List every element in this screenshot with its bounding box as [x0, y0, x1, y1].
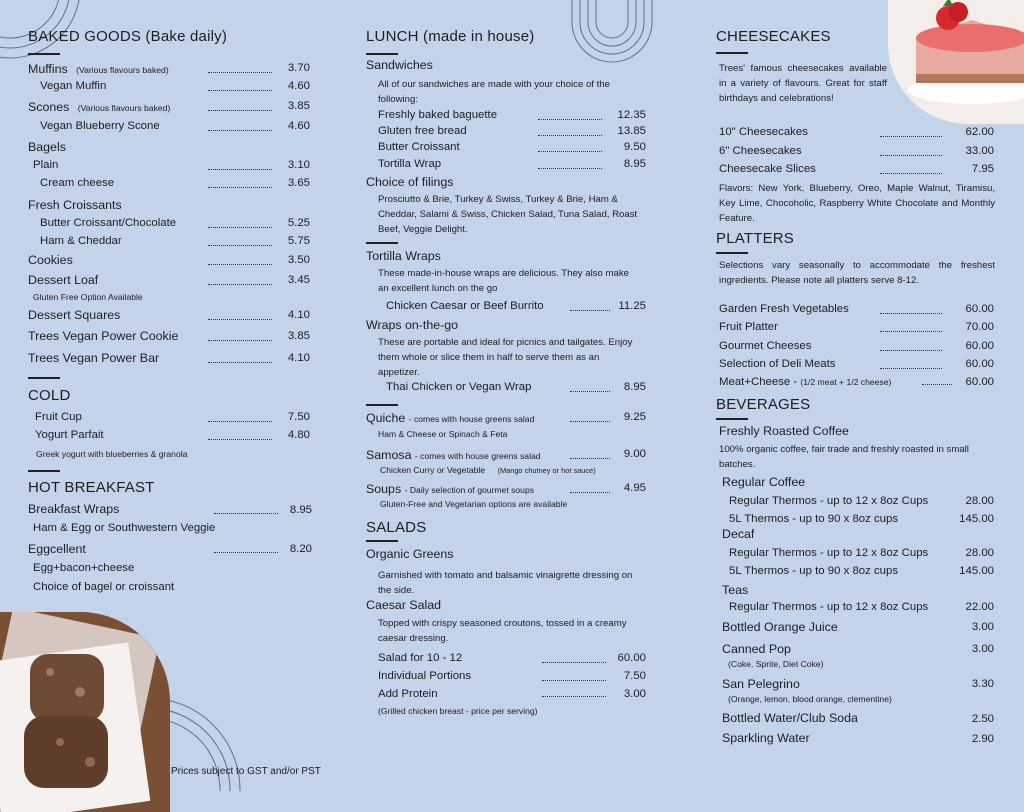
price-vegan-cookie: 3.85	[287, 330, 310, 342]
leader-dots	[570, 458, 610, 459]
platters-description: Selections vary seasonally to accommodate the freshest ingredients. Please note all platters serve 8-12.	[719, 260, 995, 286]
coffee-description: 100% organic coffee, fair trade and freshly roasted in small batches.	[719, 444, 969, 470]
section-divider	[28, 53, 60, 55]
leader-dots	[208, 439, 272, 440]
price-tortilla-wrap: 8.95	[623, 158, 646, 170]
section-title-salads: SALADS	[366, 519, 427, 536]
leader-dots	[208, 72, 272, 73]
menu-column-right	[716, 0, 1000, 791]
section-divider	[716, 418, 748, 420]
menu-item-quiche: Quiche - comes with house greens salad	[366, 411, 535, 425]
caesar-salad-description: Topped with crispy seasoned croutons, tossed in a creamy caesar dressing.	[378, 618, 627, 644]
price-sparkling-water: 2.90	[971, 733, 994, 745]
menu-item-regular-thermos: Regular Thermos - up to 12 x 8oz Cups	[729, 495, 929, 507]
section-title-beverages: BEVERAGES	[716, 396, 811, 413]
wraps-on-the-go-description: These are portable and ideal for picnics and tailgates. Enjoy them whole or slice them in half to serve them as an appetizer.	[378, 337, 633, 378]
leader-dots	[538, 119, 602, 120]
price-cream-cheese: 3.65	[287, 177, 310, 189]
price-vegan-scone: 4.60	[287, 120, 310, 132]
menu-item-vegan-cookie: Trees Vegan Power Cookie	[28, 329, 179, 343]
menu-item-individual-portions: Individual Portions	[378, 670, 472, 682]
price-6-inch-cheesecake: 33.00	[965, 145, 994, 157]
protein-description: (Grilled chicken breast - price per serving)	[378, 706, 538, 716]
menu-item-cream-cheese: Cream cheese	[40, 177, 115, 189]
price-canned-pop: 3.00	[971, 643, 994, 655]
price-decaf-thermos: 28.00	[965, 547, 994, 559]
leader-dots	[570, 391, 610, 392]
menu-item-tea-thermos: Regular Thermos - up to 12 x 8oz Cups	[729, 601, 929, 613]
cheesecake-flavors: Flavors: New York, Blueberry, Oreo, Maple Walnut, Tiramisu, Key Lime, Chocoholic, Raspberry White Chocolate and Monthly Feature.	[719, 183, 995, 224]
leader-dots	[208, 110, 272, 111]
menu-item-fruit-platter: Fruit Platter	[719, 321, 778, 333]
menu-item-decaf-5l-thermos: 5L Thermos - up to 90 x 8oz cups	[729, 565, 899, 577]
price-gluten-free-bread: 13.85	[617, 125, 646, 137]
price-regular-thermos: 28.00	[965, 495, 994, 507]
price-individual-portions: 7.50	[623, 670, 646, 682]
menu-item-bottled-water: Bottled Water/Club Soda	[722, 711, 858, 725]
price-thai-wrap: 8.95	[623, 381, 646, 393]
menu-column-left	[28, 0, 318, 791]
menu-item-cheeses-platter: Gourmet Cheeses	[719, 340, 812, 352]
menu-item-caesar-burrito: Chicken Caesar or Beef Burrito	[386, 300, 544, 312]
eggcellent-choice: Choice of bagel or croissant	[33, 581, 175, 593]
parfait-description: Greek yogurt with blueberries & granola	[36, 449, 188, 459]
category-bagels: Bagels	[28, 140, 66, 154]
menu-item-thai-wrap: Thai Chicken or Vegan Wrap	[386, 381, 532, 393]
price-vegan-muffin: 4.60	[287, 80, 310, 92]
leader-dots	[538, 135, 602, 136]
menu-item-ham-cheddar: Ham & Cheddar	[40, 235, 122, 247]
leader-dots	[538, 151, 602, 152]
section-title-cold: COLD	[28, 387, 71, 404]
leader-dots	[570, 310, 610, 311]
gluten-free-note: Gluten Free Option Available	[33, 292, 143, 302]
price-decaf-5l-thermos: 145.00	[959, 565, 994, 577]
menu-item-baguette: Freshly baked baguette	[378, 109, 498, 121]
price-eggcellent: 8.20	[289, 543, 312, 555]
section-divider	[28, 377, 60, 379]
leader-dots	[208, 284, 272, 285]
price-fruit-platter: 70.00	[965, 321, 994, 333]
menu-item-vegan-scone: Vegan Blueberry Scone	[40, 120, 160, 132]
section-title-platters: PLATTERS	[716, 230, 795, 247]
samosa-description: Chicken Curry or Vegetable (Mango chutney or hot sauce)	[380, 465, 596, 475]
price-cookies: 3.50	[287, 254, 310, 266]
price-fruit-cup: 7.50	[287, 411, 310, 423]
leader-dots	[214, 552, 278, 553]
price-plain-bagel: 3.10	[287, 159, 310, 171]
price-yogurt-parfait: 4.80	[287, 429, 310, 441]
menu-item-yogurt-parfait: Yogurt Parfait	[35, 429, 104, 441]
section-divider	[366, 242, 398, 244]
menu-item-deli-platter: Selection of Deli Meats	[719, 358, 836, 370]
price-bottled-water: 2.50	[971, 713, 994, 725]
menu-item-salad-10-12: Salad for 10 - 12	[378, 652, 463, 664]
price-5l-thermos: 145.00	[959, 513, 994, 525]
leader-dots	[208, 227, 272, 228]
cheesecakes-description: Trees' famous cheesecakes available in a variety of flavours. Great for staff birthdays and celebrations!	[719, 63, 887, 104]
menu-item-san-pelegrino: San Pelegrino	[722, 677, 800, 691]
leader-dots	[208, 245, 272, 246]
menu-item-cookies: Cookies	[28, 253, 73, 267]
price-baguette: 12.35	[617, 109, 646, 121]
category-tortilla-wraps: Tortilla Wraps	[366, 249, 441, 263]
price-salad-10-12: 60.00	[617, 652, 646, 664]
price-add-protein: 3.00	[623, 688, 646, 700]
menu-item-tortilla-wrap: Tortilla Wrap	[378, 158, 442, 170]
price-butter-croissant-sandwich: 9.50	[623, 141, 646, 153]
leader-dots	[208, 130, 272, 131]
leader-dots	[542, 662, 606, 663]
menu-item-gluten-free-bread: Gluten free bread	[378, 125, 467, 137]
price-tea-thermos: 22.00	[965, 601, 994, 613]
eggcellent-description: Egg+bacon+cheese	[33, 562, 135, 574]
price-vegan-bar: 4.10	[287, 352, 310, 364]
price-breakfast-wraps: 8.95	[289, 504, 312, 516]
price-soups: 4.95	[623, 482, 646, 494]
price-dessert-loaf: 3.45	[287, 274, 310, 286]
category-fresh-coffee: Freshly Roasted Coffee	[719, 424, 849, 438]
menu-item-butter-croissant-sandwich: Butter Croissant	[378, 141, 460, 153]
organic-greens-description: Garnished with tomato and balsamic vinaigrette dressing on the side.	[378, 570, 633, 596]
price-10-inch-cheesecake: 62.00	[965, 126, 994, 138]
menu-item-dessert-squares: Dessert Squares	[28, 308, 121, 322]
menu-item-vegetables-platter: Garden Fresh Vegetables	[719, 303, 849, 315]
price-vegetables-platter: 60.00	[965, 303, 994, 315]
tortilla-wraps-description: These made-in-house wraps are delicious. They also make an excellent lunch on the go	[378, 268, 629, 294]
section-divider	[716, 252, 748, 254]
section-divider	[716, 52, 748, 54]
menu-item-muffins: Muffins (Various flavours baked)	[28, 62, 169, 76]
leader-dots	[570, 421, 610, 422]
price-butter-croissant: 5.25	[287, 217, 310, 229]
menu-item-cheesecake-slices: Cheesecake Slices	[719, 163, 816, 175]
price-cheeses-platter: 60.00	[965, 340, 994, 352]
leader-dots	[880, 350, 942, 351]
menu-column-middle	[366, 0, 650, 791]
price-deli-platter: 60.00	[965, 358, 994, 370]
menu-item-vegan-bar: Trees Vegan Power Bar	[28, 351, 160, 365]
menu-item-plain-bagel: Plain	[33, 159, 59, 171]
category-organic-greens: Organic Greens	[366, 547, 454, 561]
price-cheesecake-slices: 7.95	[971, 163, 994, 175]
menu-item-samosa: Samosa - comes with house greens salad	[366, 448, 541, 462]
price-muffins: 3.70	[287, 62, 310, 74]
menu-item-eggcellent: Eggcellent	[28, 542, 86, 556]
leader-dots	[880, 155, 942, 156]
leader-dots	[208, 319, 272, 320]
category-fillings: Choice of filings	[366, 175, 454, 189]
menu-item-decaf-thermos: Regular Thermos - up to 12 x 8oz Cups	[729, 547, 929, 559]
leader-dots	[922, 384, 952, 385]
leader-dots	[570, 492, 610, 493]
menu-item-10-inch-cheesecake: 10" Cheesecakes	[719, 126, 808, 138]
leader-dots	[208, 187, 272, 188]
section-divider	[366, 53, 398, 55]
fillings-description: Prosciutto & Brie, Turkey & Swiss, Turkey & Brie, Ham & Cheddar, Salami & Swiss, Chicken Salad, Tuna Salad, Roast Beef, Veggie Delight.	[378, 194, 638, 235]
leader-dots	[880, 173, 942, 174]
menu-item-scones: Scones (Various flavours baked)	[28, 100, 171, 114]
category-wraps-on-the-go: Wraps on-the-go	[366, 318, 459, 332]
section-title-cheesecakes: CHEESECAKES	[716, 28, 831, 45]
leader-dots	[208, 169, 272, 170]
leader-dots	[880, 368, 942, 369]
menu-item-meat-cheese-platter: Meat+Cheese - (1/2 meat + 1/2 cheese)	[719, 376, 892, 388]
menu-item-vegan-muffin: Vegan Muffin	[40, 80, 107, 92]
leader-dots	[208, 421, 272, 422]
price-ham-cheddar: 5.75	[287, 235, 310, 247]
menu-item-soups: Soups - Daily selection of gourmet soups	[366, 482, 535, 496]
leader-dots	[214, 513, 278, 514]
menu-item-add-protein: Add Protein	[378, 688, 438, 700]
menu-item-fruit-cup: Fruit Cup	[35, 411, 82, 423]
leader-dots	[880, 313, 942, 314]
price-samosa: 9.00	[623, 448, 646, 460]
quiche-description: Ham & Cheese or Spinach & Feta	[378, 429, 508, 439]
section-title-lunch: LUNCH (made in house)	[366, 28, 535, 45]
menu-item-6-inch-cheesecake: 6" Cheesecakes	[719, 145, 802, 157]
section-title-baked-goods: BAKED GOODS (Bake daily)	[28, 28, 228, 45]
category-decaf: Decaf	[722, 527, 755, 541]
menu-item-orange-juice: Bottled Orange Juice	[722, 620, 838, 634]
price-san-pelegrino: 3.30	[971, 678, 994, 690]
leader-dots	[208, 362, 272, 363]
leader-dots	[880, 136, 942, 137]
price-caesar-burrito: 11.25	[618, 300, 646, 312]
category-caesar-salad: Caesar Salad	[366, 598, 442, 612]
category-regular-coffee: Regular Coffee	[722, 475, 806, 489]
leader-dots	[208, 340, 272, 341]
menu-item-butter-croissant: Butter Croissant/Chocolate	[40, 217, 177, 229]
canned-pop-description: (Coke, Sprite, Diet Coke)	[728, 659, 824, 669]
leader-dots	[542, 696, 606, 697]
menu-item-sparkling-water: Sparkling Water	[722, 731, 810, 745]
category-sandwiches: Sandwiches	[366, 58, 433, 72]
price-scones: 3.85	[287, 100, 310, 112]
leader-dots	[208, 90, 272, 91]
menu-item-dessert-loaf: Dessert Loaf	[28, 273, 99, 287]
sandwiches-description: All of our sandwiches are made with your choice of the following:	[378, 79, 610, 105]
price-meat-cheese-platter: 60.00	[965, 376, 994, 388]
price-dessert-squares: 4.10	[287, 309, 310, 321]
soups-description: Gluten-Free and Vegetarian options are available	[380, 499, 568, 509]
breakfast-wraps-description: Ham & Egg or Southwestern Veggie	[33, 522, 216, 534]
section-divider	[366, 404, 398, 406]
category-teas: Teas	[722, 583, 749, 597]
section-divider	[366, 540, 398, 542]
footer-tax-note: Prices subject to GST and/or PST	[171, 766, 321, 777]
category-croissants: Fresh Croissants	[28, 198, 122, 212]
menu-item-canned-pop: Canned Pop	[722, 642, 791, 656]
leader-dots	[208, 264, 272, 265]
price-quiche: 9.25	[623, 411, 646, 423]
leader-dots	[542, 680, 606, 681]
leader-dots	[880, 331, 942, 332]
leader-dots	[538, 168, 602, 169]
section-title-hot-breakfast: HOT BREAKFAST	[28, 479, 155, 496]
menu-item-breakfast-wraps: Breakfast Wraps	[28, 502, 120, 516]
price-orange-juice: 3.00	[971, 621, 994, 633]
section-divider	[28, 470, 60, 472]
menu-item-5l-thermos: 5L Thermos - up to 90 x 8oz cups	[729, 513, 899, 525]
san-pelegrino-description: (Orange, lemon, blood orange, clementine)	[728, 694, 892, 704]
